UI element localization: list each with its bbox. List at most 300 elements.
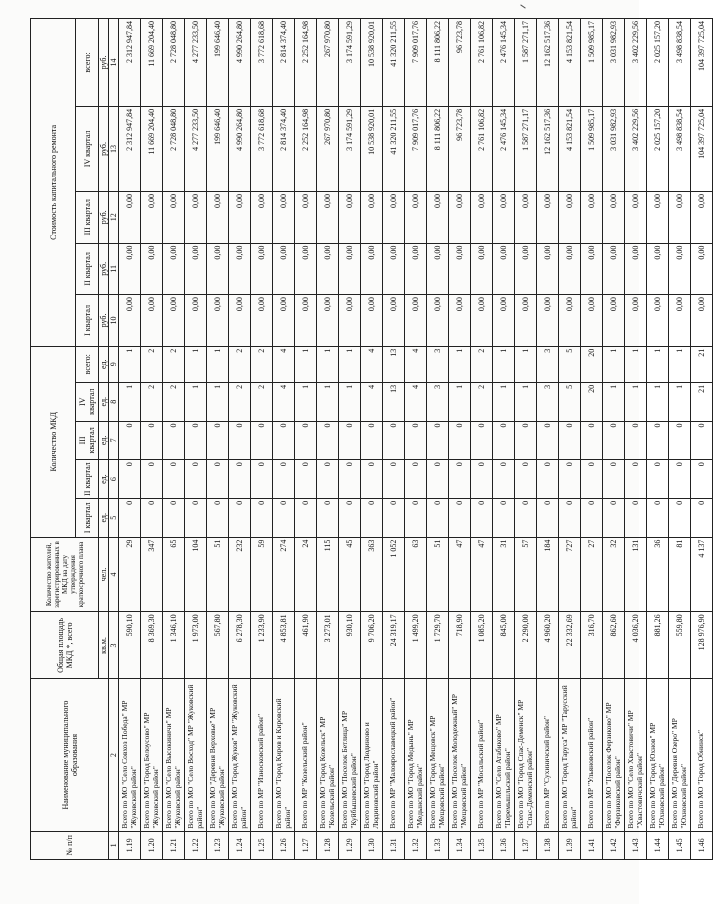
row-residents: 104 xyxy=(185,537,207,612)
row-number: 1.32 xyxy=(405,831,427,859)
row-cost-q4: 2 476 145,34 xyxy=(493,106,515,191)
row-count-q3: 0 xyxy=(471,421,493,460)
row-cost-q1: 0,00 xyxy=(625,295,647,347)
row-number: 1.30 xyxy=(361,831,383,859)
row-count-q1: 0 xyxy=(669,498,691,537)
row-count-q2: 0 xyxy=(449,460,471,499)
row-municipality-name: Всего по МР "Мосальский район" xyxy=(471,679,493,831)
row-count-q4: 1 xyxy=(295,382,317,421)
row-cost-q2: 0,00 xyxy=(537,243,559,295)
row-municipality-name: Всего по МО "Город Мещовск" МР "Мещовский район" xyxy=(427,679,449,831)
row-count-q3: 0 xyxy=(691,421,713,460)
row-cost-q3: 0,00 xyxy=(515,191,537,243)
row-area: 6 278,30 xyxy=(229,612,251,679)
row-count-q4: 1 xyxy=(515,382,537,421)
row-cost-total: 3 772 618,68 xyxy=(251,19,273,107)
row-count-q3: 0 xyxy=(669,421,691,460)
row-area: 881,26 xyxy=(647,612,669,679)
row-cost-q2: 0,00 xyxy=(647,243,669,295)
unit-ed-3: ед. xyxy=(99,421,109,460)
row-residents: 184 xyxy=(537,537,559,612)
row-area: 3 273,01 xyxy=(317,612,339,679)
row-count-q3: 0 xyxy=(427,421,449,460)
row-count-q2: 0 xyxy=(339,460,361,499)
row-cost-q4: 3 174 591,29 xyxy=(339,106,361,191)
row-cost-q2: 0,00 xyxy=(207,243,229,295)
row-count-q2: 0 xyxy=(207,460,229,499)
row-cost-q2: 0,00 xyxy=(295,243,317,295)
row-cost-q4: 7 909 017,76 xyxy=(405,106,427,191)
row-count-q3: 0 xyxy=(603,421,625,460)
row-cost-q4: 3 498 838,54 xyxy=(669,106,691,191)
row-number: 1.34 xyxy=(449,831,471,859)
column-number-12: 12 xyxy=(109,191,119,243)
row-area: 461,90 xyxy=(295,612,317,679)
header-q4-count: IV квартал xyxy=(76,382,99,421)
row-cost-total: 2 728 048,80 xyxy=(163,19,185,107)
row-count-q3: 0 xyxy=(361,421,383,460)
row-area: 4 853,81 xyxy=(273,612,295,679)
row-count-q1: 0 xyxy=(515,498,537,537)
row-cost-q2: 0,00 xyxy=(273,243,295,295)
unit-ed-5: ед. xyxy=(99,346,109,382)
row-residents: 232 xyxy=(229,537,251,612)
row-cost-q1: 0,00 xyxy=(427,295,449,347)
row-count-q3: 0 xyxy=(383,421,405,460)
header-repair-cost: Стоимость капитального ремонта xyxy=(31,19,76,347)
row-count-q3: 0 xyxy=(229,421,251,460)
unit-ed-1: ед. xyxy=(99,498,109,537)
row-count-total: 2 xyxy=(141,346,163,382)
row-cost-q4: 96 723,78 xyxy=(449,106,471,191)
header-q3-count: III квартал xyxy=(76,421,99,460)
header-q2-count: II квартал xyxy=(76,460,99,499)
row-cost-q2: 0,00 xyxy=(493,243,515,295)
table-row xyxy=(119,19,141,860)
row-cost-q2: 0,00 xyxy=(515,243,537,295)
row-cost-total: 96 723,78 xyxy=(449,19,471,107)
row-count-q2: 0 xyxy=(383,460,405,499)
row-count-q4: 2 xyxy=(141,382,163,421)
row-count-q3: 0 xyxy=(295,421,317,460)
row-cost-q4: 4 990 264,80 xyxy=(229,106,251,191)
row-residents: 4 137 xyxy=(691,537,713,612)
header-area: Общая площадь МКД *, всего xyxy=(31,612,99,679)
row-cost-q3: 0,00 xyxy=(625,191,647,243)
row-municipality-name: Всего по МР "Износковский район" xyxy=(251,679,273,831)
row-cost-q2: 0,00 xyxy=(361,243,383,295)
row-count-total: 1 xyxy=(119,346,141,382)
row-municipality-name: Всего по МО "Город Обнинск" xyxy=(691,679,713,831)
row-count-q3: 0 xyxy=(163,421,185,460)
row-cost-q1: 0,00 xyxy=(669,295,691,347)
row-count-q3: 0 xyxy=(405,421,427,460)
row-cost-total: 2 476 145,34 xyxy=(493,19,515,107)
row-cost-q4: 2 312 947,84 xyxy=(119,106,141,191)
row-municipality-name: Всего по МО "Деревня Озеро" МР "Юхновский район" xyxy=(669,679,691,831)
row-cost-q4: 3 772 618,68 xyxy=(251,106,273,191)
row-count-q3: 0 xyxy=(141,421,163,460)
row-cost-total: 2 252 164,98 xyxy=(295,19,317,107)
row-count-total: 1 xyxy=(317,346,339,382)
row-count-q2: 0 xyxy=(141,460,163,499)
row-count-q2: 0 xyxy=(229,460,251,499)
row-municipality-name: Всего по МО "Город Козельск" МР "Козельский район" xyxy=(317,679,339,831)
table-row xyxy=(625,19,647,860)
column-number-13: 13 xyxy=(109,106,119,191)
row-area: 1 346,10 xyxy=(163,612,185,679)
header-q4-cost: IV квартал xyxy=(76,106,99,191)
row-cost-q3: 0,00 xyxy=(647,191,669,243)
row-cost-total: 3 174 591,29 xyxy=(339,19,361,107)
row-cost-q2: 0,00 xyxy=(339,243,361,295)
row-municipality-name: Всего по МО "Поселок Бетлица" МР "Куйбышевский район" xyxy=(339,679,361,831)
row-cost-q1: 0,00 xyxy=(339,295,361,347)
table-row xyxy=(493,19,515,860)
row-municipality-name: Всего по МО "Поселок Молодежный" МР "Мещовский район" xyxy=(449,679,471,831)
row-count-q1: 0 xyxy=(383,498,405,537)
row-area: 718,90 xyxy=(449,612,471,679)
column-number-10: 10 xyxy=(109,295,119,347)
header-residents: Количество жителей, зарегистрированных в МКД на дату утверждения краткосрочного плана xyxy=(31,537,99,612)
row-area: 930,10 xyxy=(339,612,361,679)
row-cost-q3: 0,00 xyxy=(405,191,427,243)
row-cost-q2: 0,00 xyxy=(581,243,603,295)
row-municipality-name: Всего по МО "Город Белоусово" МР "Жуковский район" xyxy=(141,679,163,831)
row-count-q4: 1 xyxy=(339,382,361,421)
column-numbers-row xyxy=(109,19,119,860)
row-count-total: 2 xyxy=(163,346,185,382)
row-cost-q3: 0,00 xyxy=(207,191,229,243)
column-number-3: 3 xyxy=(109,612,119,679)
row-count-total: 1 xyxy=(339,346,361,382)
row-municipality-name: Всего по МО "Село Высокиничи" МР "Жуковский район" xyxy=(163,679,185,831)
table-row xyxy=(361,19,383,860)
row-cost-q1: 0,00 xyxy=(537,295,559,347)
table-row xyxy=(317,19,339,860)
header-q1-cost: I квартал xyxy=(76,295,99,347)
row-count-q3: 0 xyxy=(317,421,339,460)
row-cost-q4: 199 646,40 xyxy=(207,106,229,191)
row-cost-q1: 0,00 xyxy=(559,295,581,347)
row-count-q1: 0 xyxy=(625,498,647,537)
table-row xyxy=(185,19,207,860)
row-count-q3: 0 xyxy=(207,421,229,460)
table-row xyxy=(581,19,603,860)
row-count-total: 1 xyxy=(625,346,647,382)
row-count-q1: 0 xyxy=(361,498,383,537)
row-cost-q3: 0,00 xyxy=(251,191,273,243)
row-cost-q4: 41 320 211,55 xyxy=(383,106,405,191)
row-cost-total: 3 498 838,54 xyxy=(669,19,691,107)
table-row xyxy=(229,19,251,860)
row-count-q2: 0 xyxy=(559,460,581,499)
row-cost-q4: 11 669 204,40 xyxy=(141,106,163,191)
row-cost-total: 4 153 821,54 xyxy=(559,19,581,107)
row-cost-q1: 0,00 xyxy=(207,295,229,347)
table-row xyxy=(515,19,537,860)
row-cost-q1: 0,00 xyxy=(251,295,273,347)
row-cost-q1: 0,00 xyxy=(273,295,295,347)
row-cost-total: 4 990 264,80 xyxy=(229,19,251,107)
column-number-2: 2 xyxy=(109,679,119,831)
row-municipality-name: Всего по МР "Малоярославецкий район" xyxy=(383,679,405,831)
row-cost-total: 104 397 725,04 xyxy=(691,19,713,107)
row-area: 590,10 xyxy=(119,612,141,679)
table-body xyxy=(119,19,713,860)
row-count-total: 2 xyxy=(251,346,273,382)
row-residents: 363 xyxy=(361,537,383,612)
row-area: 862,60 xyxy=(603,612,625,679)
row-cost-q4: 2 814 374,40 xyxy=(273,106,295,191)
row-cost-q1: 0,00 xyxy=(317,295,339,347)
row-cost-q1: 0,00 xyxy=(295,295,317,347)
unit-rub-4: руб. xyxy=(99,106,109,191)
row-count-q1: 0 xyxy=(581,498,603,537)
row-cost-q3: 0,00 xyxy=(603,191,625,243)
row-residents: 81 xyxy=(669,537,691,612)
row-cost-q1: 0,00 xyxy=(493,295,515,347)
row-number: 1.37 xyxy=(515,831,537,859)
row-cost-q2: 0,00 xyxy=(427,243,449,295)
row-cost-q2: 0,00 xyxy=(449,243,471,295)
row-cost-q3: 0,00 xyxy=(361,191,383,243)
row-cost-q4: 1 509 985,17 xyxy=(581,106,603,191)
row-cost-q3: 0,00 xyxy=(141,191,163,243)
row-number: 1.36 xyxy=(493,831,515,859)
scan-mark xyxy=(520,4,525,8)
row-count-q2: 0 xyxy=(251,460,273,499)
row-count-q3: 0 xyxy=(119,421,141,460)
row-cost-q2: 0,00 xyxy=(691,243,713,295)
row-number: 1.25 xyxy=(251,831,273,859)
row-cost-total: 2 814 374,40 xyxy=(273,19,295,107)
row-count-q3: 0 xyxy=(339,421,361,460)
table-row xyxy=(339,19,361,860)
row-cost-q3: 0,00 xyxy=(559,191,581,243)
row-residents: 36 xyxy=(647,537,669,612)
row-count-q4: 1 xyxy=(493,382,515,421)
unit-rub-2: руб. xyxy=(99,243,109,295)
row-residents: 51 xyxy=(207,537,229,612)
row-count-q4: 1 xyxy=(625,382,647,421)
table-row xyxy=(691,19,713,860)
row-residents: 47 xyxy=(471,537,493,612)
row-count-q4: 2 xyxy=(251,382,273,421)
row-cost-q1: 0,00 xyxy=(361,295,383,347)
row-count-q1: 0 xyxy=(691,498,713,537)
column-number-6: 6 xyxy=(109,460,119,499)
row-cost-q4: 10 538 920,01 xyxy=(361,106,383,191)
row-number: 1.28 xyxy=(317,831,339,859)
row-count-q1: 0 xyxy=(163,498,185,537)
row-municipality-name: Всего по МО "Город Медынь" МР "Медынский район" xyxy=(405,679,427,831)
row-count-q3: 0 xyxy=(185,421,207,460)
column-number-11: 11 xyxy=(109,243,119,295)
row-count-q2: 0 xyxy=(273,460,295,499)
row-count-q4: 13 xyxy=(383,382,405,421)
row-count-q3: 0 xyxy=(625,421,647,460)
row-count-q2: 0 xyxy=(119,460,141,499)
row-count-q4: 20 xyxy=(581,382,603,421)
column-number-1: 1 xyxy=(109,831,119,859)
unit-ed-4: ед. xyxy=(99,382,109,421)
row-area: 1 499,20 xyxy=(405,612,427,679)
header-municipality: Наименование муниципального образования xyxy=(31,679,109,831)
row-municipality-name: Всего по МО "Село Хвастовичи" МР "Хвастовичский район" xyxy=(625,679,647,831)
row-cost-total: 11 669 204,40 xyxy=(141,19,163,107)
row-cost-q1: 0,00 xyxy=(119,295,141,347)
row-count-q4: 1 xyxy=(207,382,229,421)
row-count-q2: 0 xyxy=(691,460,713,499)
row-area: 1 233,90 xyxy=(251,612,273,679)
row-cost-q2: 0,00 xyxy=(559,243,581,295)
row-count-q3: 0 xyxy=(515,421,537,460)
row-municipality-name: Всего по МО "Город Таруса" МР "Тарусский район" xyxy=(559,679,581,831)
row-cost-total: 41 320 211,55 xyxy=(383,19,405,107)
row-cost-q4: 4 277 233,50 xyxy=(185,106,207,191)
row-cost-q3: 0,00 xyxy=(669,191,691,243)
row-municipality-name: Всего по МО "Город Жуков" МР "Жуковский район" xyxy=(229,679,251,831)
row-area: 567,80 xyxy=(207,612,229,679)
table-row xyxy=(383,19,405,860)
row-count-q2: 0 xyxy=(625,460,647,499)
row-cost-q2: 0,00 xyxy=(229,243,251,295)
row-cost-total: 3 402 229,56 xyxy=(625,19,647,107)
table-row xyxy=(559,19,581,860)
row-municipality-name: Всего по МР "Ульяновский район" xyxy=(581,679,603,831)
row-cost-total: 4 277 233,50 xyxy=(185,19,207,107)
row-residents: 29 xyxy=(119,537,141,612)
table-row xyxy=(273,19,295,860)
row-cost-q3: 0,00 xyxy=(119,191,141,243)
row-cost-q1: 0,00 xyxy=(383,295,405,347)
row-number: 1.20 xyxy=(141,831,163,859)
unit-rub-5: руб. xyxy=(99,19,109,107)
table-row xyxy=(669,19,691,860)
row-count-q2: 0 xyxy=(669,460,691,499)
row-cost-q4: 8 111 806,22 xyxy=(427,106,449,191)
row-number: 1.27 xyxy=(295,831,317,859)
row-area: 1 729,70 xyxy=(427,612,449,679)
row-count-total: 1 xyxy=(493,346,515,382)
row-number: 1.19 xyxy=(119,831,141,859)
row-cost-q3: 0,00 xyxy=(295,191,317,243)
table-row xyxy=(251,19,273,860)
row-municipality-name: Всего по МО "Село Атабиково" МР "Перемышльский район" xyxy=(493,679,515,831)
row-cost-q3: 0,00 xyxy=(471,191,493,243)
row-area: 128 976,90 xyxy=(691,612,713,679)
table-row xyxy=(647,19,669,860)
row-count-total: 3 xyxy=(427,346,449,382)
row-number: 1.21 xyxy=(163,831,185,859)
row-residents: 32 xyxy=(603,537,625,612)
capital-repair-table xyxy=(30,18,713,860)
row-number: 1.24 xyxy=(229,831,251,859)
row-number: 1.39 xyxy=(559,831,581,859)
row-cost-q3: 0,00 xyxy=(317,191,339,243)
row-count-q1: 0 xyxy=(119,498,141,537)
row-count-total: 4 xyxy=(361,346,383,382)
row-count-total: 2 xyxy=(471,346,493,382)
row-count-total: 20 xyxy=(581,346,603,382)
row-municipality-name: Всего по МО "Село Совхоз Победа" МР "Жуковский район" xyxy=(119,679,141,831)
row-cost-q2: 0,00 xyxy=(625,243,647,295)
unit-ed-2: ед. xyxy=(99,460,109,499)
row-number: 1.43 xyxy=(625,831,647,859)
row-count-total: 1 xyxy=(185,346,207,382)
row-residents: 1 052 xyxy=(383,537,405,612)
row-count-total: 1 xyxy=(449,346,471,382)
row-municipality-name: Всего по МО "Город Юхнов" МР "Юхновский район" xyxy=(647,679,669,831)
row-count-q4: 1 xyxy=(603,382,625,421)
row-number: 1.29 xyxy=(339,831,361,859)
row-cost-q2: 0,00 xyxy=(405,243,427,295)
table-row xyxy=(405,19,427,860)
row-number: 1.31 xyxy=(383,831,405,859)
row-cost-q3: 0,00 xyxy=(383,191,405,243)
row-cost-q2: 0,00 xyxy=(669,243,691,295)
row-number: 1.38 xyxy=(537,831,559,859)
row-municipality-name: Всего по МО "Город Киров и Кировский район" xyxy=(273,679,295,831)
row-residents: 63 xyxy=(405,537,427,612)
row-residents: 347 xyxy=(141,537,163,612)
row-cost-q3: 0,00 xyxy=(449,191,471,243)
row-area: 1 973,00 xyxy=(185,612,207,679)
row-cost-q2: 0,00 xyxy=(603,243,625,295)
row-cost-q1: 0,00 xyxy=(691,295,713,347)
row-residents: 115 xyxy=(317,537,339,612)
row-cost-q2: 0,00 xyxy=(141,243,163,295)
row-count-q4: 4 xyxy=(273,382,295,421)
row-number: 1.22 xyxy=(185,831,207,859)
row-count-q2: 0 xyxy=(515,460,537,499)
row-area: 2 290,00 xyxy=(515,612,537,679)
column-number-9: 9 xyxy=(109,346,119,382)
row-count-q4: 1 xyxy=(317,382,339,421)
row-cost-q2: 0,00 xyxy=(471,243,493,295)
row-count-total: 2 xyxy=(229,346,251,382)
row-cost-q3: 0,00 xyxy=(691,191,713,243)
row-cost-total: 199 646,40 xyxy=(207,19,229,107)
row-cost-q4: 4 153 821,54 xyxy=(559,106,581,191)
row-count-q3: 0 xyxy=(581,421,603,460)
table-row xyxy=(471,19,493,860)
row-residents: 57 xyxy=(515,537,537,612)
row-cost-q2: 0,00 xyxy=(383,243,405,295)
row-cost-total: 12 162 517,36 xyxy=(537,19,559,107)
row-cost-q2: 0,00 xyxy=(317,243,339,295)
row-cost-q4: 2 252 164,98 xyxy=(295,106,317,191)
row-number: 1.42 xyxy=(603,831,625,859)
row-cost-q1: 0,00 xyxy=(647,295,669,347)
row-count-q4: 1 xyxy=(449,382,471,421)
row-count-total: 1 xyxy=(295,346,317,382)
row-cost-total: 2 025 157,20 xyxy=(647,19,669,107)
row-cost-q4: 3 031 982,93 xyxy=(603,106,625,191)
row-area: 8 369,30 xyxy=(141,612,163,679)
unit-rub-1: руб. xyxy=(99,295,109,347)
row-municipality-name: Всего по МО "Город Людиново и Людиновский район" xyxy=(361,679,383,831)
row-cost-q3: 0,00 xyxy=(537,191,559,243)
row-cost-q4: 267 970,80 xyxy=(317,106,339,191)
table-row xyxy=(537,19,559,860)
row-count-q4: 2 xyxy=(229,382,251,421)
unit-people: чел. xyxy=(99,537,109,612)
row-count-q4: 3 xyxy=(427,382,449,421)
row-number: 1.46 xyxy=(691,831,713,859)
row-count-q2: 0 xyxy=(603,460,625,499)
